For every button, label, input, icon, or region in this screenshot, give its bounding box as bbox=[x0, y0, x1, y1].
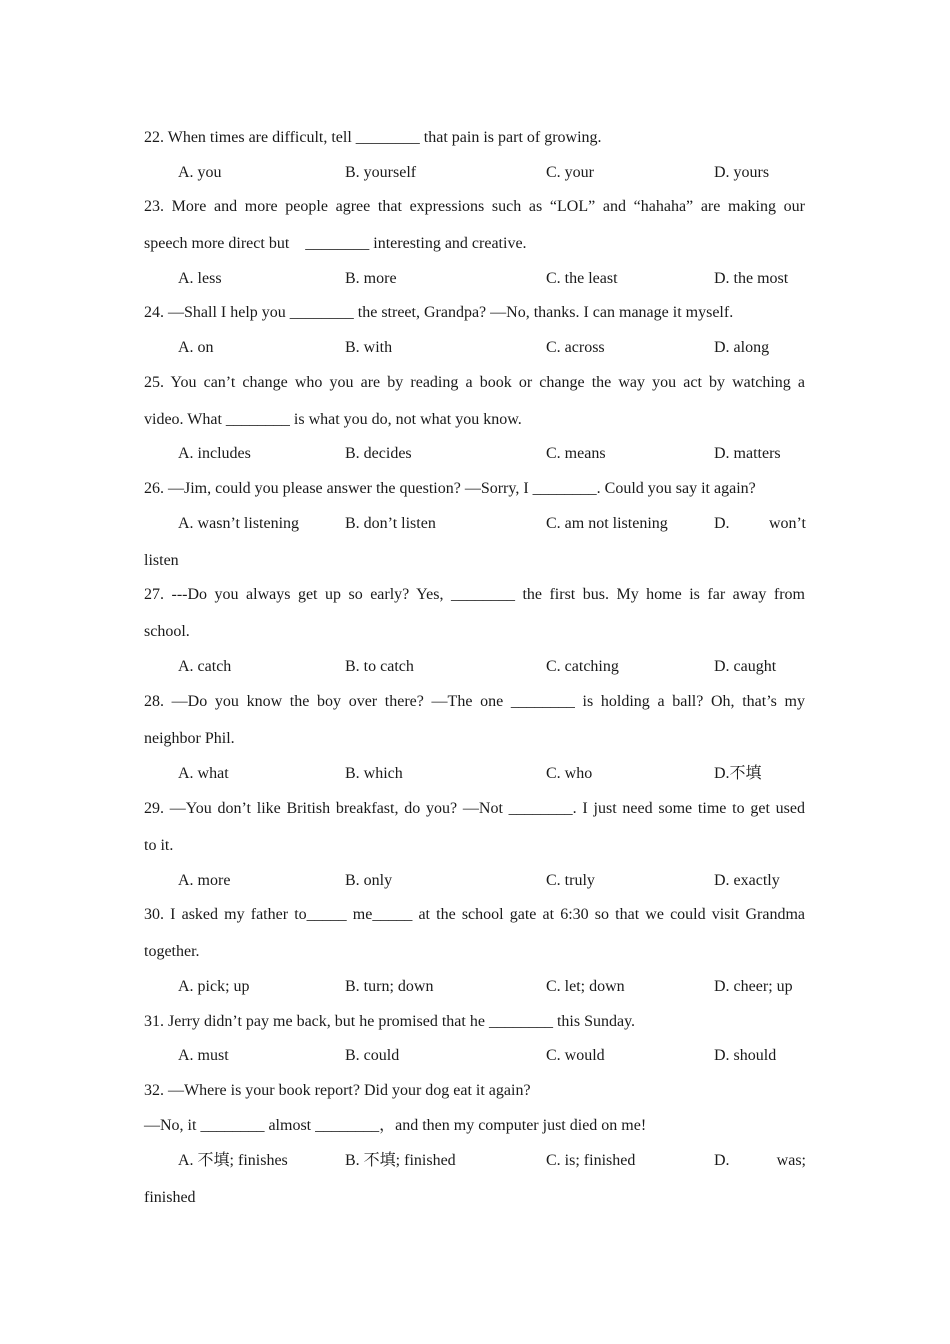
q32-option-b: B. 不填; finished bbox=[345, 1152, 456, 1169]
question-28: 28. —Do you know the boy over there? —The one ________ is holding a ball? Oh, that’s my bbox=[144, 693, 805, 710]
q22-option-d: D. yours bbox=[714, 164, 770, 181]
q29-option-c: C. truly bbox=[546, 872, 595, 889]
q30-option-c: C. let; down bbox=[546, 978, 625, 995]
q32-option-a: A. 不填; finishes bbox=[178, 1152, 288, 1169]
q26-option-b: B. don’t listen bbox=[345, 515, 436, 532]
q26-option-d-cont: listen bbox=[144, 552, 179, 569]
q22-option-b: B. yourself bbox=[345, 164, 417, 181]
q30-option-d: D. cheer; up bbox=[714, 978, 793, 995]
question-31: 31. Jerry didn’t pay me back, but he promised that he ________ this Sunday. bbox=[144, 1013, 636, 1030]
q23-option-d: D. the most bbox=[714, 270, 789, 287]
question-25: 25. You can’t change who you are by reading a book or change the way you act by watching a bbox=[144, 374, 805, 391]
q28-option-a: A. what bbox=[178, 765, 229, 782]
q26-option-a: A. wasn’t listening bbox=[178, 515, 300, 532]
q32-option-d-word: was; bbox=[776, 1152, 806, 1169]
q28-option-c: C. who bbox=[546, 765, 593, 782]
question-29: 29. —You don’t like British breakfast, do you? —Not ________. I just need some time to get used bbox=[144, 800, 805, 817]
q23-option-a: A. less bbox=[178, 270, 222, 287]
q26-option-d-word: won’t bbox=[768, 515, 806, 532]
q24-option-a: A. on bbox=[178, 339, 214, 356]
q31-option-d: D. should bbox=[714, 1047, 777, 1064]
q24-option-b: B. with bbox=[345, 339, 393, 356]
question-32-cont: —No, it ________ almost ________，and then my computer just died on me! bbox=[144, 1117, 647, 1134]
q32-option-d-cont: finished bbox=[144, 1189, 196, 1206]
q29-option-d: D. exactly bbox=[714, 872, 780, 889]
q31-option-c: C. would bbox=[546, 1047, 605, 1064]
q27-option-a: A. catch bbox=[178, 658, 232, 675]
q29-option-a: A. more bbox=[178, 872, 231, 889]
question-22: 22. When times are difficult, tell ________ that pain is part of growing. bbox=[144, 129, 602, 146]
q26-option-d-letter: D. bbox=[714, 515, 730, 532]
question-23-cont: speech more direct but ________ interesting and creative. bbox=[144, 235, 527, 252]
q26-option-d bbox=[714, 514, 806, 534]
q31-option-a: A. must bbox=[178, 1047, 229, 1064]
q27-option-d: D. caught bbox=[714, 658, 777, 675]
q22-option-a: A. you bbox=[178, 164, 222, 181]
q27-option-b: B. to catch bbox=[345, 658, 414, 675]
q25-option-a: A. includes bbox=[178, 445, 251, 462]
question-29-cont: to it. bbox=[144, 837, 174, 854]
question-30: 30. I asked my father to_____ me_____ at the school gate at 6:30 so that we could visit Grandma bbox=[144, 906, 805, 923]
q25-option-b: B. decides bbox=[345, 445, 412, 462]
q28-option-d: D.不填 bbox=[714, 765, 762, 782]
question-28-cont: neighbor Phil. bbox=[144, 730, 235, 747]
question-26: 26. —Jim, could you please answer the question? —Sorry, I ________. Could you say it again? bbox=[144, 480, 756, 497]
question-30-cont: together. bbox=[144, 943, 200, 960]
question-32: 32. —Where is your book report? Did your dog eat it again? bbox=[144, 1082, 531, 1099]
q25-option-d: D. matters bbox=[714, 445, 781, 462]
q28-option-b: B. which bbox=[345, 765, 403, 782]
q30-option-b: B. turn; down bbox=[345, 978, 434, 995]
question-23: 23. More and more people agree that expressions such as “LOL” and “hahaha” are making our bbox=[144, 198, 805, 215]
q27-option-c: C. catching bbox=[546, 658, 619, 675]
q24-option-c: C. across bbox=[546, 339, 605, 356]
q31-option-b: B. could bbox=[345, 1047, 400, 1064]
q25-option-c: C. means bbox=[546, 445, 606, 462]
question-27: 27. ---Do you always get up so early? Yes, ________ the first bus. My home is far away from bbox=[144, 586, 805, 603]
q32-option-c: C. is; finished bbox=[546, 1152, 636, 1169]
q32-option-d bbox=[714, 1151, 806, 1171]
q32-option-d-letter: D. bbox=[714, 1152, 730, 1169]
q24-option-d: D. along bbox=[714, 339, 770, 356]
q23-option-c: C. the least bbox=[546, 270, 618, 287]
q30-option-a: A. pick; up bbox=[178, 978, 250, 995]
q23-option-b: B. more bbox=[345, 270, 397, 287]
q22-option-c: C. your bbox=[546, 164, 594, 181]
question-24: 24. —Shall I help you ________ the street, Grandpa? —No, thanks. I can manage it myself. bbox=[144, 304, 734, 321]
q26-option-c: C. am not listening bbox=[546, 515, 668, 532]
q29-option-b: B. only bbox=[345, 872, 393, 889]
question-27-cont: school. bbox=[144, 623, 190, 640]
question-25-cont: video. What ________ is what you do, not what you know. bbox=[144, 411, 522, 428]
